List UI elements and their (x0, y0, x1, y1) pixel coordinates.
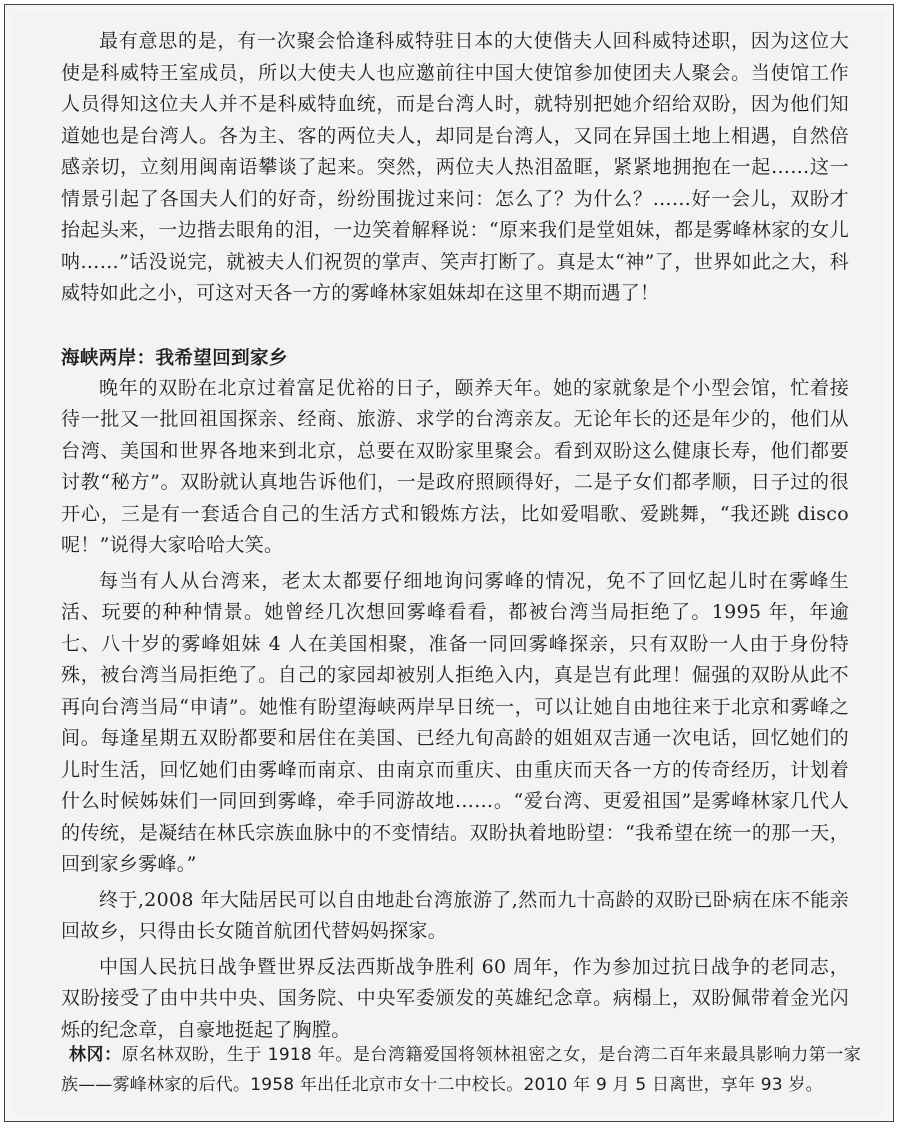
bio-text: 原名林双盼，生于 1918 年。是台湾籍爱国将领林祖密之女，是台湾二百年来最具影响力第一家族——雾峰林家的后代。1958 年出任北京市女十二中校长。2010 年 9 月 5 日离世，享年 93 岁。 (61, 1045, 861, 1095)
paragraph-2008-travel: 终于,2008 年大陆居民可以自由地赴台湾旅游了,然而九十高龄的双盼已卧病在床不能亲回故乡，只得由长女随首航团代替妈妈探家。 (61, 888, 849, 942)
section-heading: 海峡两岸：我希望回到家乡 (61, 347, 288, 369)
author-bio (61, 1040, 861, 1100)
paragraph-hometown-longing: 每当有人从台湾来，老太太都要仔细地询问雾峰的情况，免不了回忆起儿时在雾峰生活、玩要的种种情景。她曾经几次想回雾峰看看，都被台湾当局拒绝了。1995 年，年逾七、八十岁的雾峰姐妹 4 人在美国相聚，准备一同回雾峰探亲，只有双盼一人由于身份特殊，被台湾当局拒绝了。自己的家园却被别人拒绝入内，真是岂有此理！倔强的双盼从此不再向台湾当局“申请”。她惟有盼望海峡两岸早日统一，可以让她自由地往来于北京和雾峰之间。每逢星期五双盼都要和居住在美国、已经九旬高龄的姐姐双吉通一次电话，回忆她们的儿时生活，回忆她们由雾峰而南京、由南京而重庆、由重庆而天各一方的传奇经历，计划着什么时候姊妹们一同回到雾峰，牵手同游故地……。“爱台湾、更爱祖国”是雾峰林家几代人的传统，是凝结在林氏宗族血脉中的不变情结。双盼执着地盼望：“我希望在统一的那一天，回到家乡雾峰。” (61, 569, 849, 875)
paragraph-later-years: 晚年的双盼在北京过着富足优裕的日子，颐养天年。她的家就象是个小型会馆，忙着接待一批又一批回祖国探亲、经商、旅游、求学的台湾亲友。无论年长的还是年少的，他们从台湾、美国和世界各地来到北京，总要在双盼家里聚会。看到双盼这么健康长寿，他们都要讨教“秘方”。双盼就认真地告诉他们，一是政府照顾得好，二是子女们都孝顺，日子过的很开心，三是有一套适合自己的生活方式和锻炼方法，比如爱唱歌、爱跳舞，“我还跳 disco 呢！”说得大家哈哈大笑。 (61, 376, 849, 556)
paragraph-kuwait-story: 最有意思的是，有一次聚会恰逢科威特驻日本的大使偕夫人回科威特述职，因为这位大使是科威特王室成员，所以大使夫人也应邀前往中国大使馆参加使团夫人聚会。当使馆工作人员得知这位夫人并不是科威特血统，而是台湾人时，就特别把她介绍给双盼，因为他们知道她也是台湾人。各为主、客的两位夫人，却同是台湾人，又同在异国土地上相遇，自然倍感亲切，立刻用闽南语攀谈了起来。突然，两位夫人热泪盈眶，紧紧地拥抱在一起……这一情景引起了各国夫人们的好奇，纷纷围拢过来问：怎么了？为什么？……好一会儿，双盼才抬起头来，一边揩去眼角的泪，一边笑着解释说：“原来我们是堂姐妹，都是雾峰林家的女儿呐……”话没说完，就被夫人们祝贺的掌声、笑声打断了。真是太“神”了，世界如此之大，科威特如此之小，可这对天各一方的雾峰林家姐妹却在这里不期而遇了！ (61, 30, 849, 304)
bio-name: 林冈： (69, 1045, 122, 1065)
paragraph-medal: 中国人民抗日战争暨世界反法西斯战争胜利 60 周年，作为参加过抗日战争的老同志，双盼接受了由中共中央、国务院、中央军委颁发的英雄纪念章。病榻上，双盼佩带着金光闪烁的纪念章，自豪地挺起了胸膛。 (61, 955, 849, 1041)
article-body (61, 26, 849, 1046)
